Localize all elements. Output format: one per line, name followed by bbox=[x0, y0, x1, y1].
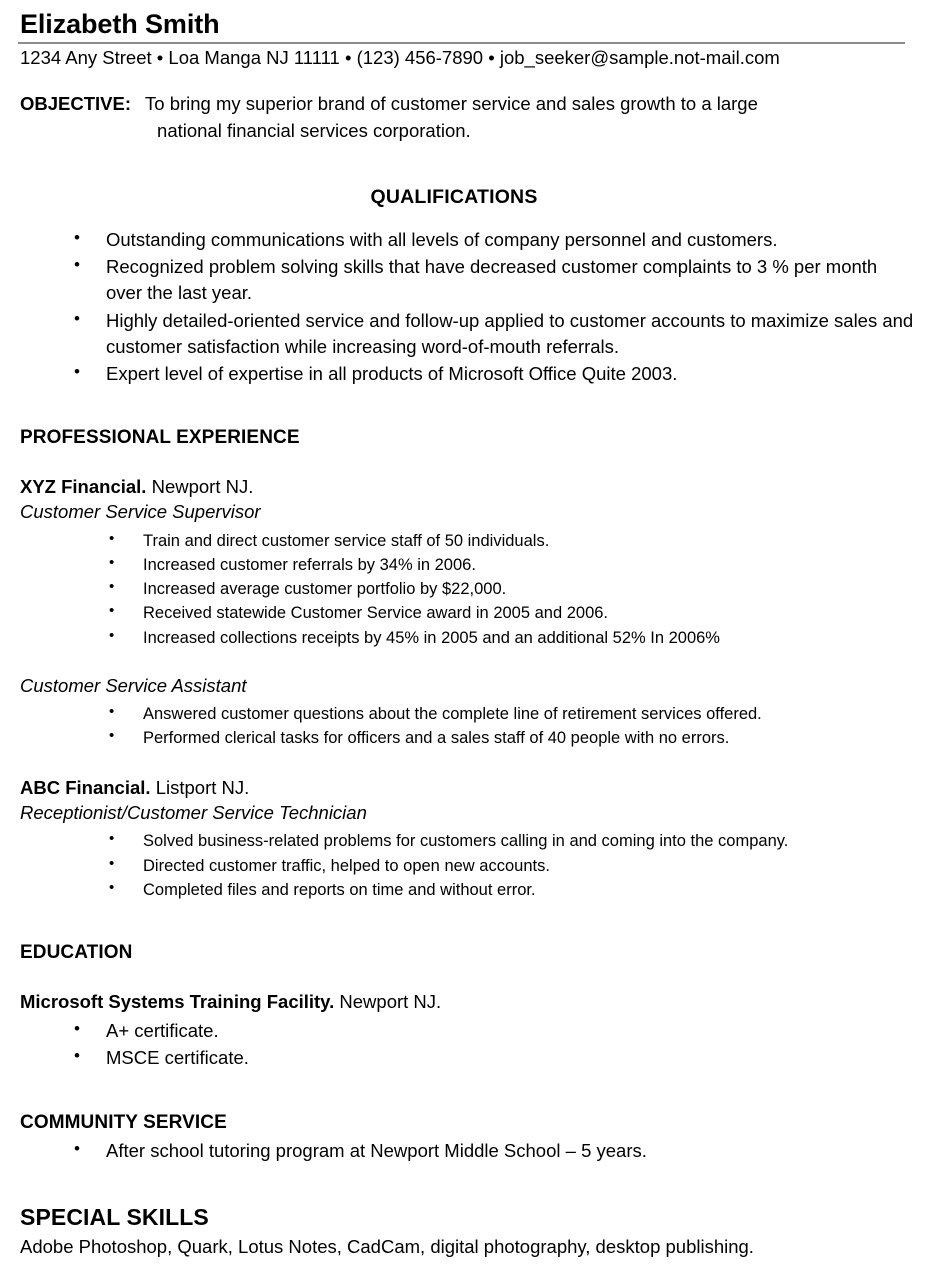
list-item: • A+ certificate. bbox=[18, 1018, 916, 1044]
list-item: • Received statewide Customer Service award in 2005 and 2006. bbox=[18, 601, 916, 625]
objective-line-1: To bring my superior brand of customer service and sales growth to a large bbox=[145, 93, 758, 115]
list-item: • Completed files and reports on time and without error. bbox=[18, 878, 916, 902]
job-duties-list bbox=[18, 702, 916, 751]
list-item: • Highly detailed-oriented service and follow-up applied to customer accounts to maximize sales and customer satisfaction while increasing word-of-mouth referrals. bbox=[18, 308, 916, 361]
list-item: • Increased customer referrals by 34% in 2006. bbox=[18, 553, 916, 577]
job-company-name: XYZ Financial. bbox=[20, 476, 147, 498]
special-skills-section bbox=[18, 1204, 916, 1260]
education-heading: EDUCATION bbox=[20, 942, 133, 964]
education-school-location: Newport NJ. bbox=[334, 991, 442, 1013]
job-entry-xyz-financial bbox=[18, 475, 916, 649]
list-item: • Recognized problem solving skills that have decreased customer complaints to 3 % per month over the last year. bbox=[18, 254, 916, 307]
qualifications-list bbox=[18, 227, 916, 388]
education-list bbox=[18, 1018, 916, 1072]
objective-label: OBJECTIVE: bbox=[20, 93, 132, 115]
list-item: • MSCE certificate. bbox=[18, 1045, 916, 1071]
objective-text bbox=[145, 91, 865, 144]
list-item: • Outstanding communications with all levels of company personnel and customers. bbox=[18, 227, 916, 253]
qualifications-heading: QUALIFICATIONS bbox=[370, 185, 538, 208]
job-title: Customer Service Assistant bbox=[20, 674, 247, 696]
education-school-line bbox=[20, 990, 916, 1014]
list-item: • Expert level of expertise in all products of Microsoft Office Quite 2003. bbox=[18, 361, 916, 387]
community-service-list bbox=[18, 1138, 916, 1164]
special-skills-heading: SPECIAL SKILLS bbox=[20, 1203, 209, 1230]
community-service-heading: COMMUNITY SERVICE bbox=[20, 1111, 227, 1133]
list-item: • Solved business-related problems for customers calling in and coming into the company. bbox=[18, 829, 916, 853]
list-item: • Increased collections receipts by 45% in 2005 and an additional 52% In 2006% bbox=[18, 626, 916, 650]
job-title: Customer Service Supervisor bbox=[20, 501, 261, 523]
job-entry-abc-financial bbox=[18, 776, 916, 902]
header-divider bbox=[18, 42, 905, 44]
job-duties-list bbox=[18, 529, 916, 650]
job-duties-list bbox=[18, 829, 916, 902]
list-item: • After school tutoring program at Newport Middle School – 5 years. bbox=[18, 1138, 916, 1164]
list-item: • Performed clerical tasks for officers and a sales staff of 40 people with no errors. bbox=[18, 726, 916, 750]
community-service-section bbox=[18, 1112, 916, 1164]
list-item: • Answered customer questions about the complete line of retirement services offered. bbox=[18, 702, 916, 726]
experience-section bbox=[18, 427, 916, 902]
job-company-line bbox=[20, 475, 916, 499]
candidate-name: Elizabeth Smith bbox=[20, 9, 220, 39]
list-item: • Increased average customer portfolio by $22,000. bbox=[18, 577, 916, 601]
objective-line-2: national financial services corporation. bbox=[157, 119, 471, 141]
qualifications-section bbox=[18, 186, 916, 388]
objective-section bbox=[20, 91, 916, 144]
special-skills-text: Adobe Photoshop, Quark, Lotus Notes, CadCam, digital photography, desktop publishing. bbox=[20, 1235, 754, 1257]
job-title: Receptionist/Customer Service Technician bbox=[20, 802, 367, 824]
contact-line: 1234 Any Street • Loa Manga NJ 11111 • (123) 456-7890 • job_seeker@sample.not-mail.com bbox=[20, 47, 780, 69]
list-item: • Directed customer traffic, helped to open new accounts. bbox=[18, 854, 916, 878]
experience-heading: PROFESSIONAL EXPERIENCE bbox=[20, 427, 300, 449]
job-company-line bbox=[20, 776, 916, 800]
education-school-name: Microsoft Systems Training Facility. bbox=[20, 991, 335, 1013]
job-entry-customer-service-assistant bbox=[18, 674, 916, 751]
list-item: • Train and direct customer service staff of 50 individuals. bbox=[18, 529, 916, 553]
job-company-location: Newport NJ. bbox=[146, 476, 254, 498]
education-section bbox=[18, 942, 916, 1072]
education-entry bbox=[18, 990, 916, 1072]
job-company-location: Listport NJ. bbox=[150, 777, 250, 799]
resume-header bbox=[18, 10, 916, 69]
job-company-name: ABC Financial. bbox=[20, 777, 151, 799]
